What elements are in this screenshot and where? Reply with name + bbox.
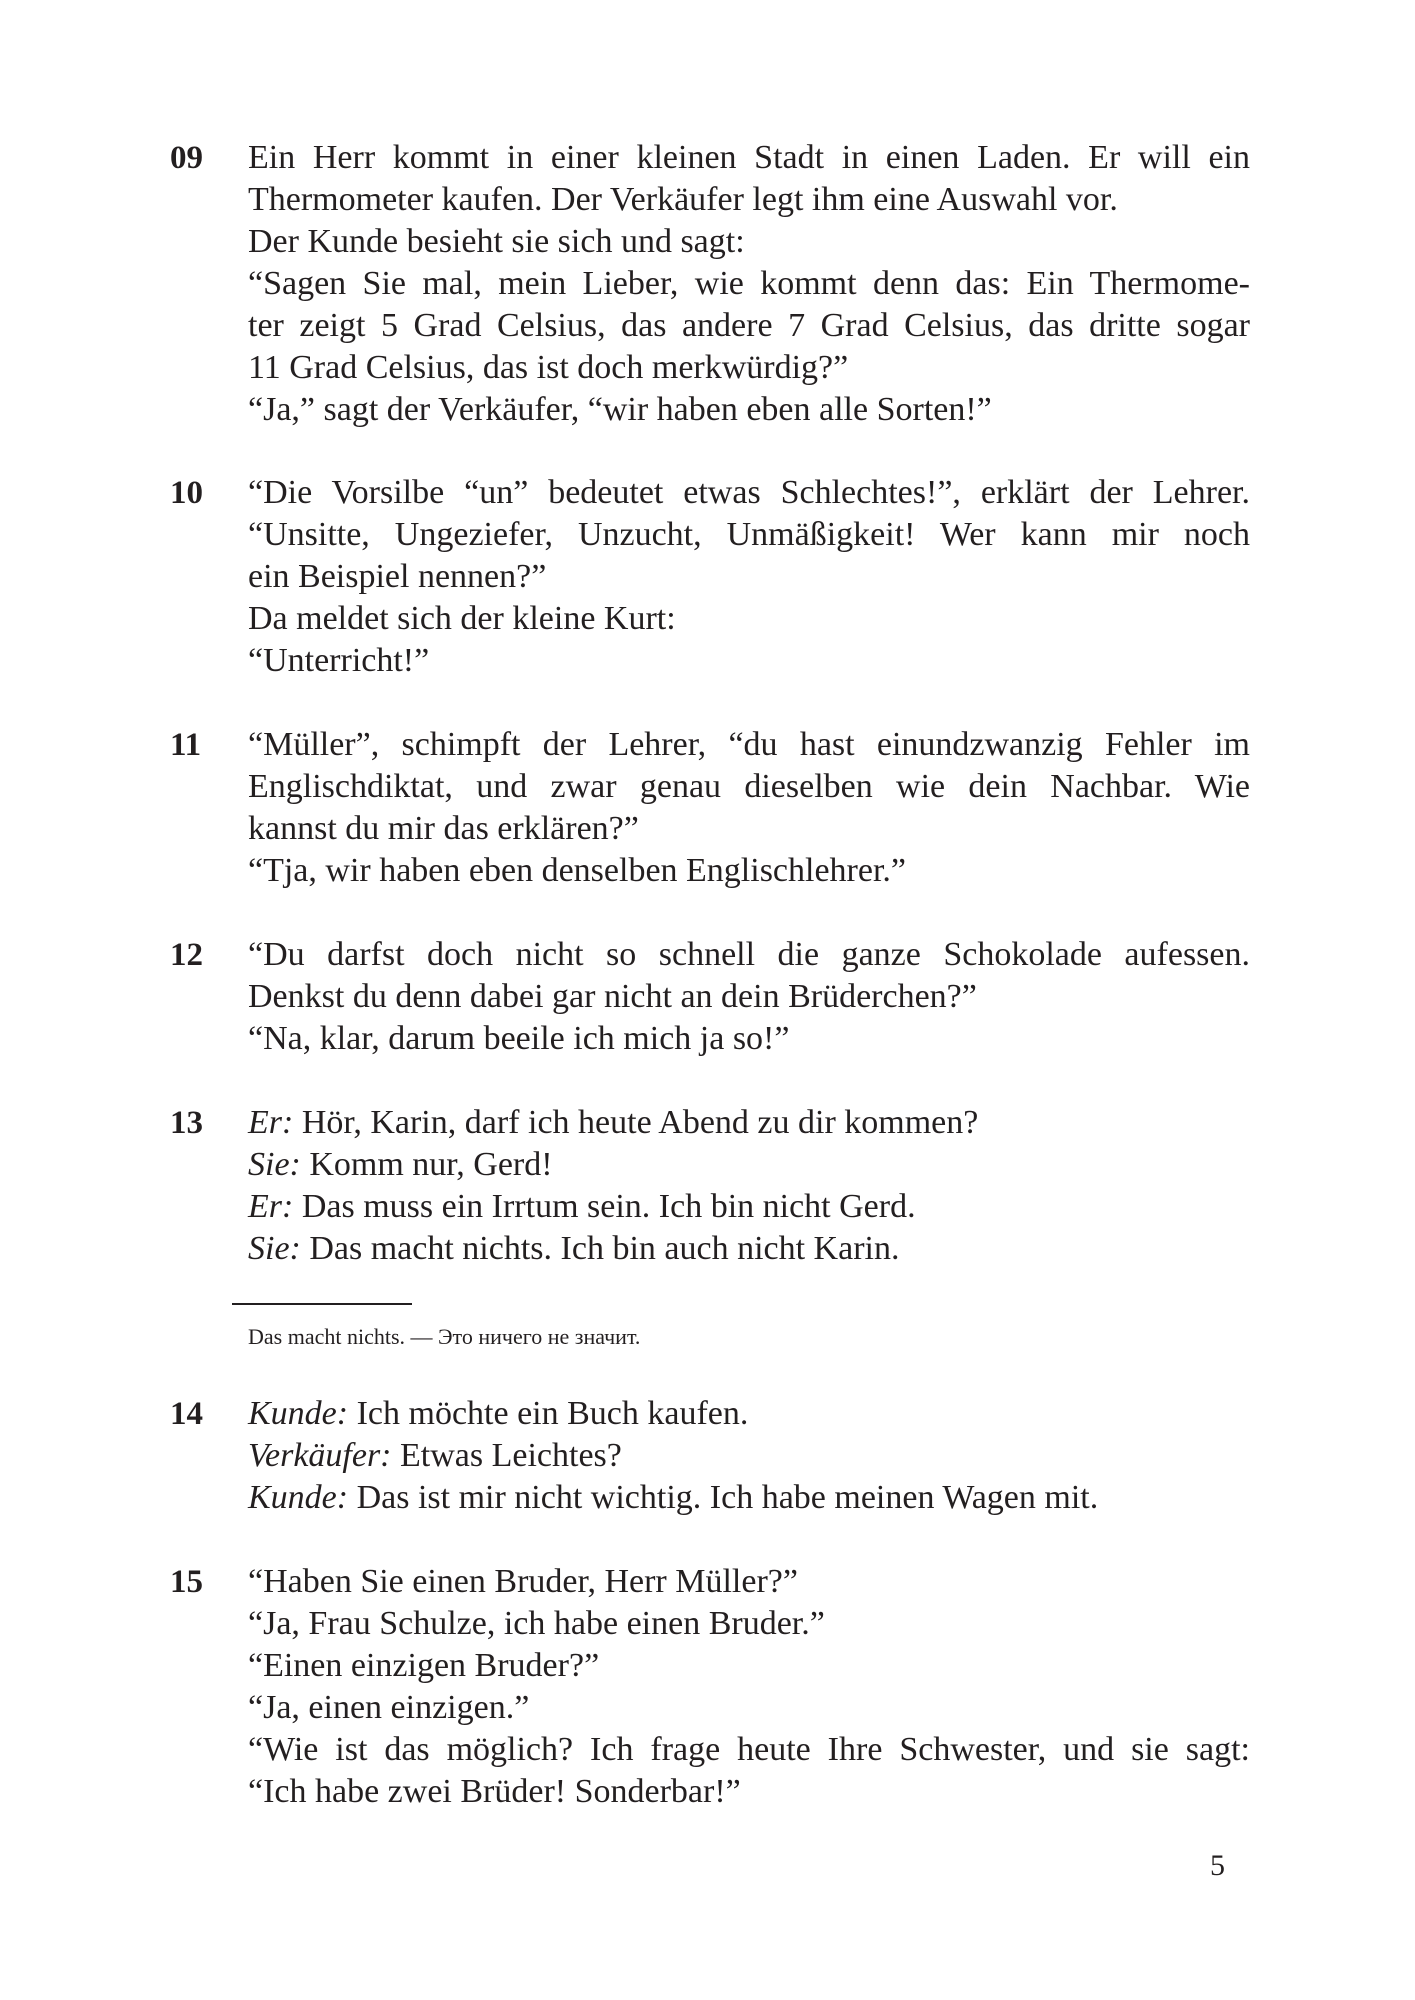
entry-text xyxy=(248,724,1250,892)
text-line: “Unterricht!” xyxy=(248,642,430,679)
joke-entry-11 xyxy=(170,724,1250,892)
text-line: ter zeigt 5 Grad Celsius, das andere 7 Grad Celsius, das dritte sogar xyxy=(248,307,1250,344)
speaker-label: Sie: xyxy=(248,1146,301,1183)
text-line: Thermometer kaufen. Der Verkäufer legt ihm eine Auswahl vor. xyxy=(248,181,1118,218)
text-line: Da meldet sich der kleine Kurt: xyxy=(248,600,676,637)
joke-entry-13 xyxy=(170,1102,1250,1270)
text-line: “Sagen Sie mal, mein Lieber, wie kommt denn das: Ein Thermome- xyxy=(248,265,1250,302)
page-number: 5 xyxy=(1210,1849,1225,1882)
speaker-label: Er: xyxy=(248,1104,294,1141)
entry-text xyxy=(248,472,1250,682)
text-line: “Ich habe zwei Brüder! Sonderbar!” xyxy=(248,1773,741,1810)
text-line: “Ja,” sagt der Verkäufer, “wir haben eben alle Sorten!” xyxy=(248,391,992,428)
text-line: “Wie ist das möglich? Ich frage heute Ihre Schwester, und sie sagt: xyxy=(248,1731,1250,1768)
dialogue-text: Ich möchte ein Buch kaufen. xyxy=(348,1395,749,1432)
joke-entry-09 xyxy=(170,137,1250,431)
entry-dialogue xyxy=(248,1393,1250,1519)
entry-number: 13 xyxy=(170,1105,203,1141)
dialogue-line xyxy=(248,1435,1250,1477)
text-line: ein Beispiel nennen?” xyxy=(248,558,547,595)
footnote-rule xyxy=(232,1303,412,1305)
text-line: kannst du mir das erklären?” xyxy=(248,810,639,847)
dialogue-line xyxy=(248,1393,1250,1435)
text-line: “Müller”, schimpft der Lehrer, “du hast einundzwanzig Fehler im xyxy=(248,726,1250,763)
speaker-label: Sie: xyxy=(248,1230,301,1267)
text-line: “Ja, einen einzigen.” xyxy=(248,1689,530,1726)
text-line: “Ja, Frau Schulze, ich habe einen Bruder.” xyxy=(248,1605,825,1642)
text-line: “Na, klar, darum beeile ich mich ja so!” xyxy=(248,1020,790,1057)
joke-entry-14 xyxy=(170,1393,1250,1519)
text-line: Denkst du denn dabei gar nicht an dein Brüderchen?” xyxy=(248,978,977,1015)
dialogue-text: Das muss ein Irrtum sein. Ich bin nicht Gerd. xyxy=(293,1188,916,1225)
text-line: Ein Herr kommt in einer kleinen Stadt in einen Laden. Er will ein xyxy=(248,139,1250,176)
speaker-label: Er: xyxy=(248,1188,294,1225)
joke-entry-10 xyxy=(170,472,1250,682)
footnote: Das macht nichts. — Это ничего не значит. xyxy=(248,1324,641,1349)
entry-number: 15 xyxy=(170,1564,203,1600)
joke-entry-12 xyxy=(170,934,1250,1060)
speaker-label: Kunde: xyxy=(248,1479,349,1516)
entry-text xyxy=(248,934,1250,1060)
dialogue-text: Etwas Leichtes? xyxy=(391,1437,622,1474)
entry-number: 10 xyxy=(170,475,203,511)
dialogue-line xyxy=(248,1228,1250,1270)
dialogue-text: Hör, Karin, darf ich heute Abend zu dir kommen? xyxy=(293,1104,979,1141)
text-line: “Du darfst doch nicht so schnell die ganze Schokolade aufessen. xyxy=(248,936,1250,973)
entry-number: 14 xyxy=(170,1396,203,1432)
text-line: Der Kunde besieht sie sich und sagt: xyxy=(248,223,745,260)
dialogue-text: Das macht nichts. Ich bin auch nicht Karin. xyxy=(300,1230,900,1267)
text-line: “Unsitte, Ungeziefer, Unzucht, Unmäßigkeit! Wer kann mir noch xyxy=(248,516,1250,553)
text-line: “Haben Sie einen Bruder, Herr Müller?” xyxy=(248,1563,798,1600)
entry-number: 12 xyxy=(170,937,203,973)
dialogue-line xyxy=(248,1186,1250,1228)
dialogue-line xyxy=(248,1477,1250,1519)
speaker-label: Verkäufer: xyxy=(248,1437,392,1474)
text-line: “Die Vorsilbe “un” bedeutet etwas Schlechtes!”, erklärt der Lehrer. xyxy=(248,474,1250,511)
joke-entry-15 xyxy=(170,1561,1250,1813)
entry-text xyxy=(248,1561,1250,1813)
dialogue-line xyxy=(248,1102,1250,1144)
dialogue-text: Das ist mir nicht wichtig. Ich habe meinen Wagen mit. xyxy=(348,1479,1099,1516)
dialogue-text: Komm nur, Gerd! xyxy=(300,1146,553,1183)
entry-number: 11 xyxy=(170,727,202,763)
dialogue-line xyxy=(248,1144,1250,1186)
text-line: “Einen einzigen Bruder?” xyxy=(248,1647,600,1684)
entry-text xyxy=(248,137,1250,431)
text-line: 11 Grad Celsius, das ist doch merkwürdig?” xyxy=(248,349,849,386)
speaker-label: Kunde: xyxy=(248,1395,349,1432)
entry-dialogue xyxy=(248,1102,1250,1270)
text-line: Englischdiktat, und zwar genau dieselben wie dein Nachbar. Wie xyxy=(248,768,1250,805)
text-line: “Tja, wir haben eben denselben Englischlehrer.” xyxy=(248,852,907,889)
entry-number: 09 xyxy=(170,140,203,176)
